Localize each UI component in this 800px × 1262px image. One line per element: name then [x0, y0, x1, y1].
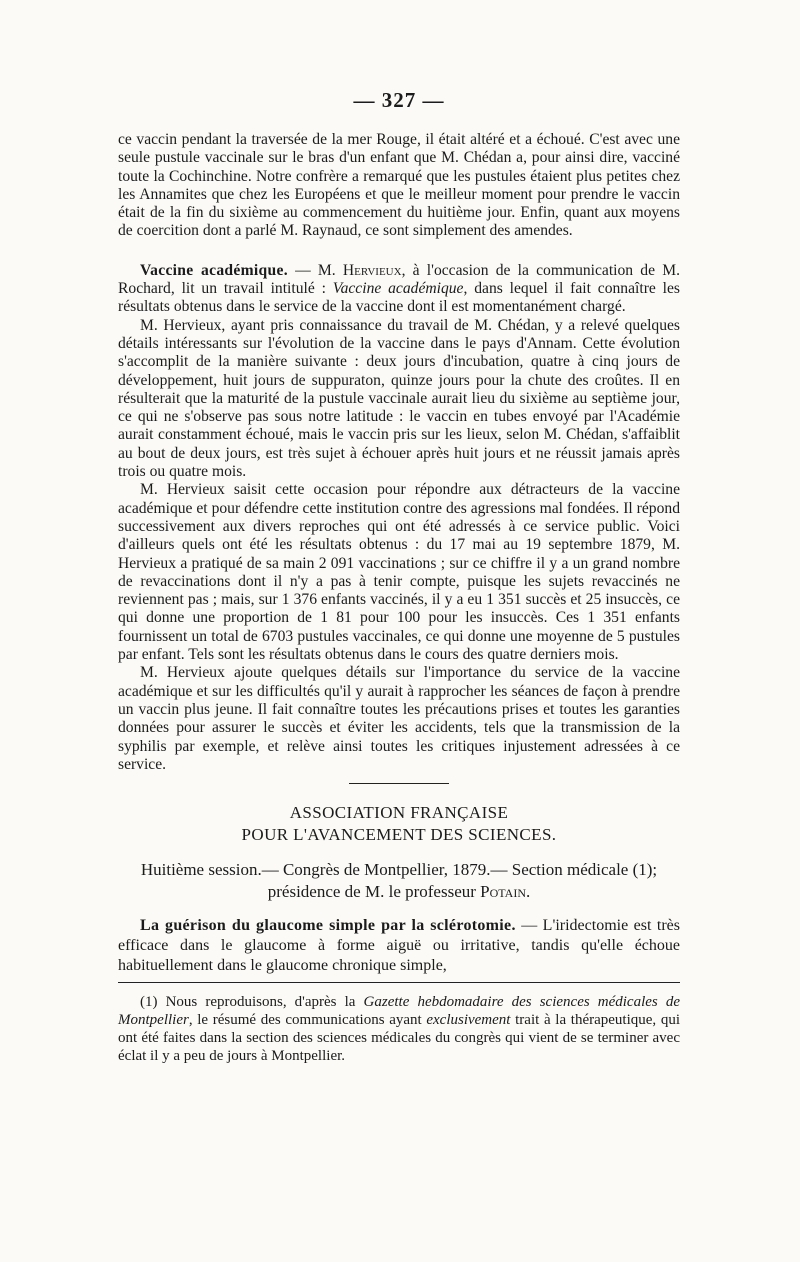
paragraph-vaccine-academique-intro	[118, 262, 680, 317]
text-run: , dans lequel il fait connaître les résultats obtenus dans le service de la vaccine dont il est momentanément chargé.	[118, 280, 680, 316]
footnote-divider	[118, 982, 680, 983]
paragraph-evolution-annam: M. Hervieux, ayant pris connaissance du travail de M. Chédan, y a relevé quelques détails intéressants sur l'évolution de la vaccine dans le pays d'Annam. Cette évolution s'accomplit de la manière suivante : deux jours d'incubation, quatre à cinq jours de développement, huit jours de suppuraton, quinze jours pour la chute des croûtes. Il en résulterait que la maturité de la pustule vaccinale aurait lieu du sixième au septième jour, ce qui ne s'observe pas sous notre latitude : le vaccin en tubes envoyé par l'Académie aurait constamment échoué, mais le vaccin pris sur les lieux, selon M. Chédan, s'affaiblit au bout de deux jours, est très sujet à échouer après huit jours et ne réussit jamais après trois ou quatre mois.	[118, 316, 680, 481]
author-name: Hervieux	[342, 261, 402, 279]
president-name: Potain	[480, 882, 526, 902]
text-run: (1) Nous reproduisons, d'après la	[140, 994, 364, 1011]
association-heading-line2: POUR L'AVANCEMENT DES SCIENCES.	[241, 825, 557, 845]
section-heading-glaucome: La guérison du glaucome simple par la sclérotomie.	[140, 917, 516, 935]
text-run: — M.	[287, 261, 343, 279]
paragraph-glaucome	[118, 916, 680, 976]
text-run: , le résumé des communications ayant	[188, 1012, 427, 1029]
text-run: trait à la thérapeutique, qui ont été faites dans la section des sciences médicales du congrès qui vient de se terminer avec éclat il y a peu de jours à Montpellier.	[118, 1012, 680, 1065]
association-heading	[118, 802, 680, 846]
footnote-text	[118, 993, 680, 1065]
session-line	[118, 859, 680, 903]
text-run: — L'iridectomie est très efficace dans le glaucome à forme aiguë ou irritative, tandis qu'elle échoue habituellement dans le glaucome chronique simple,	[118, 917, 680, 975]
paragraph-precautions: M. Hervieux ajoute quelques détails sur l'importance du service de la vaccine académique et sur les difficultés qu'il y aurait à rapprocher les séances de façon à prendre un vaccin plus jeune. Il fait connaître toutes les précautions prises et toutes les garanties données pour assurer le succès et éviter les accidents, tels que la transmission de la syphilis par exemple, et relève ainsi toutes les critiques injustement adressées à ce service.	[118, 664, 680, 773]
paragraph-vaccin-cochinchine: ce vaccin pendant la traversée de la mer Rouge, il était altéré et a échoué. C'est avec une seule pustule vaccinale sur le bras d'un enfant que M. Chédan a, pour ainsi dire, vacciné toute la Cochinchine. Notre confrère a remarqué que les pustules étaient plus petites chez les Annamites que chez les Européens et que le meilleur moment pour prendre le vaccin était de la fin du sixième au commencement du huitième jour. Enfin, quant aux moyens de coercition dont a parlé M. Raynaud, ce sont simplement des amendes.	[118, 131, 680, 240]
journal-title: Gazette hebdomadaire des sciences médicales de Montpellier	[118, 994, 680, 1029]
page-number: — 327 —	[353, 88, 445, 112]
work-title: Vaccine académique	[332, 280, 464, 298]
session-text: Huitième session.— Congrès de Montpellier, 1879.— Section médicale (1); présidence de M. le professeur	[140, 860, 658, 902]
section-heading-vaccine-academique: Vaccine académique.	[140, 261, 288, 279]
text-run: .	[526, 882, 531, 902]
section-divider	[349, 783, 449, 784]
emphasis-word: exclusivement	[426, 1012, 511, 1029]
association-heading-line1: ASSOCIATION FRANÇAISE	[289, 803, 509, 823]
text-run: , à l'occasion de la communication de M. Rochard, lit un travail intitulé :	[118, 261, 681, 298]
paragraph-resultats: M. Hervieux saisit cette occasion pour répondre aux détracteurs de la vaccine académique et pour défendre cette institution contre des agressions mal fondées. Il répond successivement aux divers reproches qui ont été adressés à ce service public. Voici d'ailleurs quels ont été les résultats obtenus : du 17 mai au 19 septembre 1879, M. Hervieux a pratiqué de sa main 2 091 vaccinations ; sur ce chiffre il y a un grand nombre de revaccinations dont il n'y a pas à tenir compte, puisque les sujets revaccinés ne reviennent pas ; mais, sur 1 376 enfants vaccinés, il y a eu 1 351 succès et 25 insuccès, ce qui donne une proportion de 1 81 pour 100 pour les insuccès. Ces 1 351 enfants fournissent un total de 6703 pustules vaccinales, ce qui donne une moyenne de 5 pustules par enfant. Tels sont les résultats obtenus dans le cours des quatre derniers mois.	[118, 481, 680, 664]
footnote	[118, 993, 680, 1065]
